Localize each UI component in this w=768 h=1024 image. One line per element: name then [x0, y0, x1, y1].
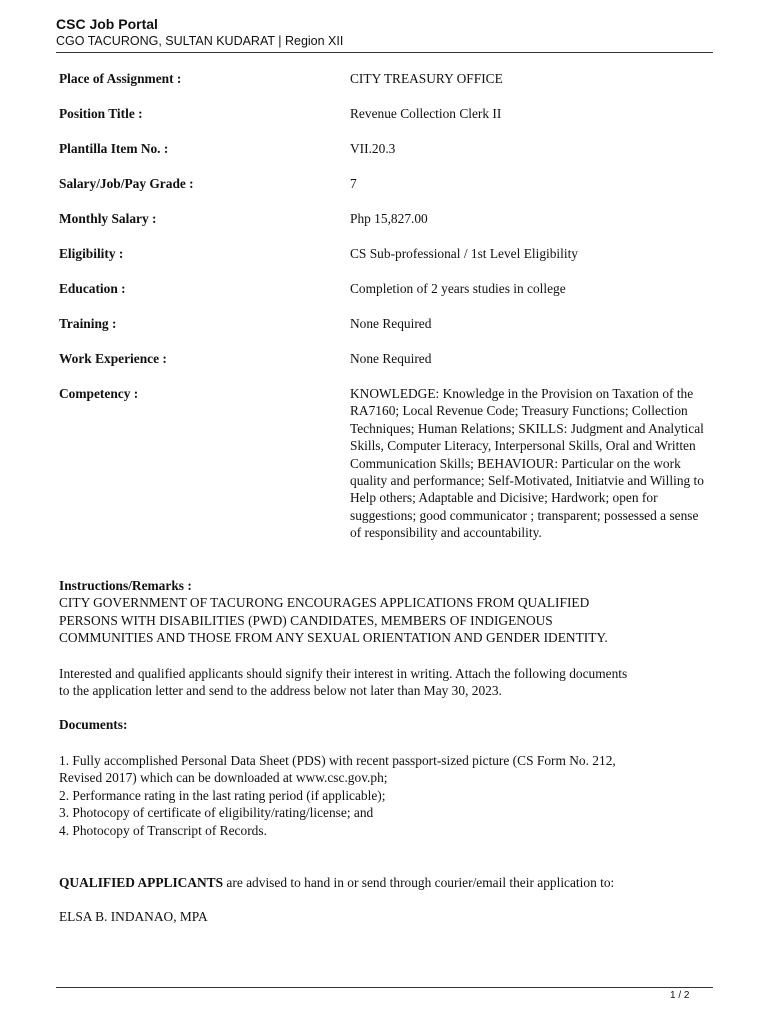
signatory-block [59, 908, 699, 925]
field-label: Work Experience : [59, 351, 167, 366]
documents-heading: Documents: [59, 717, 128, 732]
page-number: 1 / 2 [670, 990, 690, 1001]
document-item: 4. Photocopy of Transcript of Records. [59, 822, 267, 838]
field-value: Revenue Collection Clerk II [350, 106, 502, 121]
instructions-section [59, 577, 699, 647]
field-value: VII.20.3 [350, 141, 396, 156]
field-value: Completion of 2 years studies in college [350, 281, 566, 296]
field-label: Competency : [59, 386, 139, 401]
field-value: 7 [350, 176, 357, 191]
interest-line: to the application letter and send to the address below not later than May 30, 2023. [59, 683, 502, 699]
instructions-line: COMMUNITIES AND THOSE FROM ANY SEXUAL ORIENTATION AND GENDER IDENTITY. [59, 630, 608, 646]
qualified-applicants-emphasis: QUALIFIED APPLICANTS [59, 875, 224, 890]
instructions-heading: Instructions/Remarks : [59, 578, 192, 593]
field-label: Plantilla Item No. : [59, 141, 169, 156]
field-value: Php 15,827.00 [350, 211, 428, 226]
interest-paragraph [59, 665, 699, 700]
field-value: None Required [350, 351, 432, 366]
qualified-applicants-text: are advised to hand in or send through courier/email their application to: [223, 875, 615, 890]
field-label: Place of Assignment : [59, 71, 182, 86]
field-label: Eligibility : [59, 246, 124, 261]
field-value: None Required [350, 316, 432, 331]
field-label: Monthly Salary : [59, 211, 157, 226]
footer-divider [56, 987, 713, 988]
instructions-line: PERSONS WITH DISABILITIES (PWD) CANDIDATES, MEMBERS OF INDIGENOUS [59, 612, 553, 628]
header-divider [56, 52, 713, 53]
interest-line: Interested and qualified applicants should signify their interest in writing. Attach the following documents [59, 666, 628, 681]
field-label: Education : [59, 281, 126, 296]
field-label: Position Title : [59, 106, 143, 121]
field-value: CS Sub-professional / 1st Level Eligibility [350, 246, 579, 261]
field-value: KNOWLEDGE: Knowledge in the Provision on Taxation of the RA7160; Local Revenue Code; Treasury Functions; Collection Techniques; Human Relations; SKILLS: Judgment and Analytical Skills, Computer Literacy, Interpersonal Skills, Oral and Written Communication Skills; BEHAVIOUR: Particular on the work quality and performance; Self-Motivated, Initiatvie and Willing to Help others; Adaptable and Dicisive; Hardwork; open for suggestions; good communicator ; transparent; possessed a sense of responsibility and accountability. [350, 386, 704, 541]
document-item: Revised 2017) which can be downloaded at www.csc.gov.ph; [59, 770, 388, 786]
field-label: Training : [59, 316, 117, 331]
document-item: 1. Fully accomplished Personal Data Sheet (PDS) with recent passport-sized picture (CS Form No. 212, [59, 753, 616, 768]
document-item: 3. Photocopy of certificate of eligibility/rating/license; and [59, 805, 374, 821]
qualified-applicants-line [59, 874, 699, 891]
portal-subtitle: CGO TACURONG, SULTAN KUDARAT | Region XII [56, 34, 344, 48]
instructions-line: CITY GOVERNMENT OF TACURONG ENCOURAGES APPLICATIONS FROM QUALIFIED [59, 595, 590, 611]
field-value: CITY TREASURY OFFICE [350, 71, 503, 86]
page-header [56, 16, 713, 49]
field-label: Salary/Job/Pay Grade : [59, 176, 194, 191]
signatory-name: ELSA B. INDANAO, MPA [59, 909, 208, 924]
portal-title: CSC Job Portal [56, 16, 158, 32]
documents-list [59, 752, 699, 839]
documents-heading-block [59, 716, 699, 733]
document-item: 2. Performance rating in the last rating period (if applicable); [59, 787, 386, 803]
